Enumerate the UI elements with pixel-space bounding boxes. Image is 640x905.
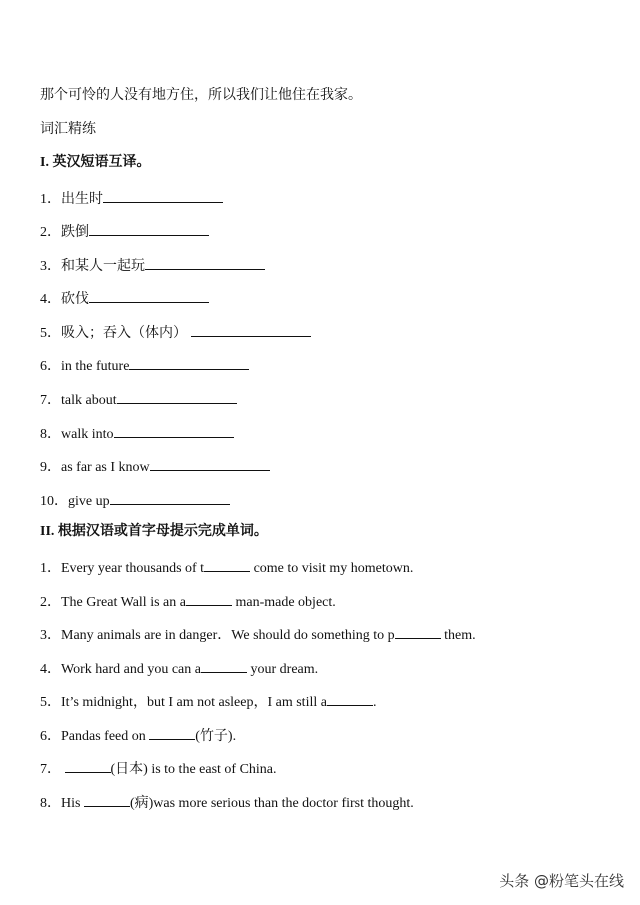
item-text: 吸入；吞入（体内） <box>61 326 187 341</box>
item-text-before: Pandas feed on <box>61 729 150 744</box>
part1-item <box>40 456 610 477</box>
item-text-before: The Great Wall is an a <box>61 595 186 610</box>
item-number: 2． <box>40 595 61 610</box>
item-number: 10． <box>40 494 68 509</box>
part1-item <box>40 255 610 276</box>
item-number: 4． <box>40 292 61 307</box>
answer-blank[interactable] <box>129 355 249 370</box>
item-text-after: . <box>372 695 377 710</box>
item-text: 跌倒 <box>61 225 89 240</box>
item-text-before: Many animals are in danger．We should do something to p <box>61 628 395 643</box>
answer-blank[interactable] <box>110 490 230 505</box>
item-number: 5． <box>40 326 61 341</box>
item-text: 和某人一起玩 <box>61 259 145 274</box>
item-text: in the future <box>61 359 130 374</box>
item-number: 1． <box>40 561 61 576</box>
item-number: 6． <box>40 729 61 744</box>
answer-blank[interactable] <box>89 288 209 303</box>
part1-item <box>40 389 610 410</box>
part2-item <box>40 624 610 645</box>
answer-blank[interactable] <box>191 322 311 337</box>
answer-blank[interactable] <box>89 221 209 236</box>
part2-item <box>40 792 610 813</box>
part2-item <box>40 658 610 679</box>
item-text-after: them. <box>440 628 476 643</box>
part1-item <box>40 221 610 242</box>
item-text-after: (日本) is to the east of China. <box>110 762 277 777</box>
item-text-after: (病)was more serious than the doctor first thought. <box>129 796 414 811</box>
item-text-after: (竹子). <box>195 729 237 744</box>
answer-blank[interactable] <box>145 255 265 270</box>
answer-blank[interactable] <box>114 423 234 438</box>
item-number: 2． <box>40 225 61 240</box>
item-text-before: Work hard and you can a <box>61 662 201 677</box>
watermark <box>499 870 624 891</box>
item-text-before: His <box>61 796 84 811</box>
intro-sentence: 那个可怜的人没有地方住，所以我们让他住在我家。 <box>40 88 362 103</box>
item-number: 7． <box>40 762 61 777</box>
item-number: 3． <box>40 628 61 643</box>
item-number: 6． <box>40 359 61 374</box>
item-text: as far as I know <box>61 460 150 475</box>
answer-blank[interactable] <box>327 691 373 706</box>
item-number: 7． <box>40 393 61 408</box>
item-text-after: your dream. <box>247 662 319 677</box>
answer-blank[interactable] <box>103 188 223 203</box>
answer-blank[interactable] <box>65 758 111 773</box>
item-number: 8． <box>40 427 61 442</box>
item-text-after: come to visit my hometown. <box>250 561 414 576</box>
item-text-after: man-made object. <box>231 595 336 610</box>
part1-item <box>40 490 610 511</box>
answer-blank[interactable] <box>84 792 130 807</box>
section-title: 词汇精练 <box>40 122 96 137</box>
item-number: 8． <box>40 796 61 811</box>
item-text: talk about <box>61 393 117 408</box>
answer-blank[interactable] <box>395 624 441 639</box>
item-number: 5． <box>40 695 61 710</box>
part1-item <box>40 288 610 309</box>
item-number: 4． <box>40 662 61 677</box>
answer-blank[interactable] <box>150 456 270 471</box>
answer-blank[interactable] <box>186 591 232 606</box>
answer-blank[interactable] <box>117 389 237 404</box>
part2-item <box>40 758 610 779</box>
answer-blank[interactable] <box>204 557 250 572</box>
part1-item <box>40 355 610 376</box>
part1-item <box>40 423 610 444</box>
part1-item <box>40 188 610 209</box>
item-text-before: Every year thousands of t <box>61 561 205 576</box>
item-text-before: It’s midnight，but I am not asleep，I am still a <box>61 695 327 710</box>
part1-heading: I. 英汉短语互译。 <box>40 155 151 170</box>
answer-blank[interactable] <box>149 725 195 740</box>
item-number: 9． <box>40 460 61 475</box>
item-number: 1． <box>40 192 61 207</box>
item-text: 出生时 <box>61 192 103 207</box>
part2-item <box>40 591 610 612</box>
part2-heading: II. 根据汉语或首字母提示完成单词。 <box>40 524 268 539</box>
part1-item <box>40 322 610 343</box>
item-text: 砍伐 <box>61 292 89 307</box>
watermark-text: 头条 @粉笔头在线 <box>499 872 624 890</box>
item-number: 3． <box>40 259 61 274</box>
answer-blank[interactable] <box>201 658 247 673</box>
item-text: walk into <box>61 427 114 442</box>
part2-item <box>40 557 610 578</box>
part2-item <box>40 691 610 712</box>
part2-item <box>40 725 610 746</box>
item-text: give up <box>68 494 110 509</box>
